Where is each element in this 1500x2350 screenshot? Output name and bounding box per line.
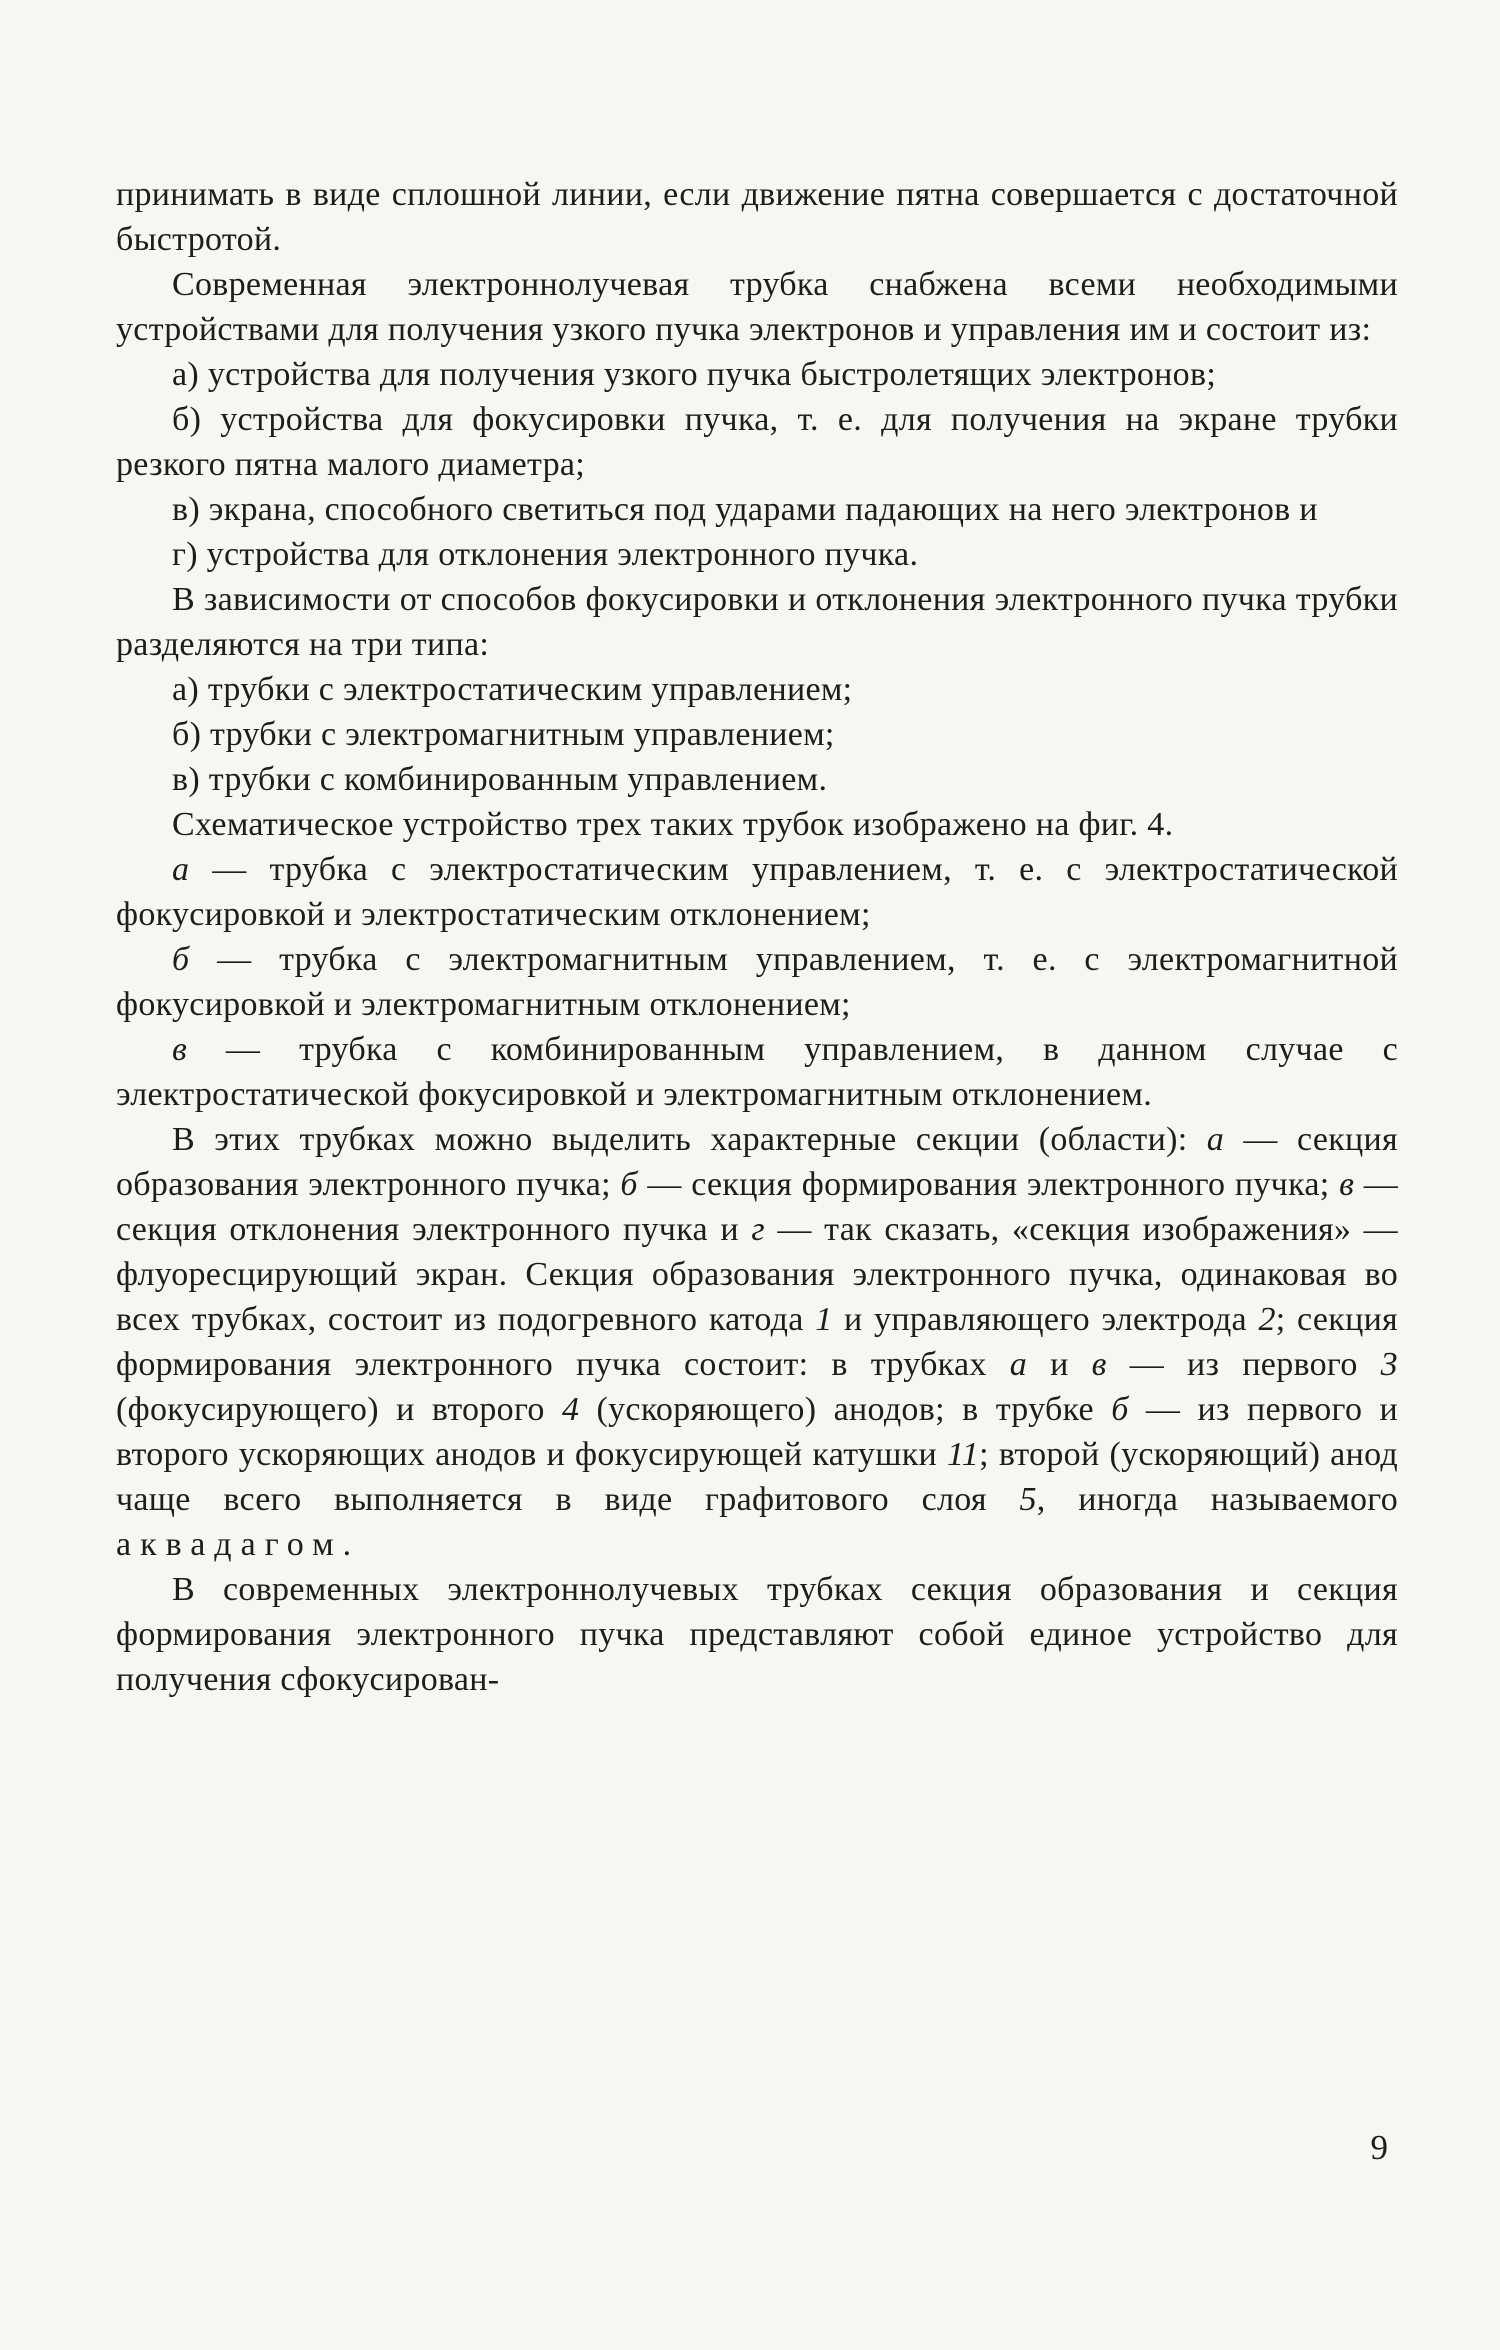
italic-text-segment: 11 <box>947 1436 980 1473</box>
italic-text-segment: 4 <box>561 1391 580 1428</box>
italic-text-segment: в <box>172 1031 188 1068</box>
paragraph <box>116 1567 1398 1702</box>
text-segment: а) устройства для получения узкого пучка быстролетящих электронов; <box>172 356 1217 393</box>
italic-text-segment: в <box>1091 1346 1107 1383</box>
text-segment: в) экрана, способного светиться под ударами падающих на него электронов и <box>172 491 1318 528</box>
paragraph <box>116 577 1398 667</box>
page-number: 9 <box>1370 2128 1388 2167</box>
text-segment: ; второй (ускоряющий) анод чаще всего выполняется в виде графитового слоя <box>116 1436 1398 1518</box>
text-block <box>116 172 1398 1702</box>
text-segment: В современных электроннолучевых трубках секция образования и секция формирования электронного пучка представляют собой единое устройство для получения сфокусирован- <box>116 1571 1398 1698</box>
italic-text-segment: б <box>172 941 190 978</box>
italic-text-segment: 1 <box>815 1301 833 1338</box>
text-segment: — секция формирования электронного пучка; <box>637 1166 1340 1203</box>
paragraph <box>116 487 1398 532</box>
text-segment: — так сказать, «секция изображения» — флуоресцирующий экран. Секция образования электронного пучка, одинаковая во всех трубках, состоит из подогревного катода <box>116 1211 1398 1338</box>
text-segment: — трубка с электростатическим управлением, т. е. с электростатической фокусировкой и электростатическим отклонением; <box>116 851 1398 933</box>
paragraph <box>116 712 1398 757</box>
text-segment: , иногда называемого <box>1036 1481 1399 1518</box>
text-segment: ; секция формирования электронного пучка состоит: в трубках <box>116 1301 1398 1383</box>
paragraph <box>116 1027 1398 1117</box>
paragraph <box>116 757 1398 802</box>
text-segment: б) трубки с электромагнитным управлением; <box>172 716 835 753</box>
text-segment: б) устройства для фокусировки пучка, т. е. для получения на экране трубки резкого пятна малого диаметра; <box>116 401 1398 483</box>
paragraph <box>116 802 1398 847</box>
text-segment: — трубка с электромагнитным управлением, т. е. с электромагнитной фокусировкой и электромагнитным отклонением; <box>116 941 1398 1023</box>
text-segment: и <box>1027 1346 1092 1383</box>
paragraph <box>116 937 1398 1027</box>
paragraph <box>116 262 1398 352</box>
text-segment: и управляющего электрода <box>832 1301 1259 1338</box>
text-segment: . <box>342 1526 352 1563</box>
text-segment: а) трубки с электростатическим управлением; <box>172 671 853 708</box>
paragraph <box>116 352 1398 397</box>
italic-text-segment: а <box>1009 1346 1028 1383</box>
italic-text-segment: 5 <box>1019 1481 1037 1518</box>
italic-text-segment: 2 <box>1258 1301 1276 1338</box>
paragraph <box>116 1117 1398 1567</box>
paragraph <box>116 532 1398 577</box>
text-segment: г) устройства для отклонения электронного пучка. <box>172 536 919 573</box>
text-segment: — из первого <box>1106 1346 1381 1383</box>
text-segment: Схематическое устройство трех таких трубок изображено на фиг. 4. <box>172 806 1174 843</box>
letterspaced-text-segment: аквадагом <box>116 1526 343 1563</box>
italic-text-segment: б <box>620 1166 638 1203</box>
paragraph <box>116 172 1398 262</box>
italic-text-segment: г <box>751 1211 765 1248</box>
italic-text-segment: в <box>1339 1166 1355 1203</box>
paragraph <box>116 667 1398 712</box>
italic-text-segment: а <box>1206 1121 1225 1158</box>
text-segment: — трубка с комбинированным управлением, в данном случае с электростатической фокусировкой и электромагнитным отклонением. <box>116 1031 1398 1113</box>
paragraph <box>116 847 1398 937</box>
italic-text-segment: а <box>172 851 190 888</box>
text-segment: В зависимости от способов фокусировки и отклонения электронного пучка трубки разделяются на три типа: <box>116 581 1398 663</box>
text-segment: — секция отклонения электронного пучка и <box>116 1166 1398 1248</box>
text-segment: В этих трубках можно выделить характерные секции (области): <box>172 1121 1207 1158</box>
text-segment: в) трубки с комбинированным управлением. <box>172 761 828 798</box>
text-segment: (ускоряющего) анодов; в трубке <box>579 1391 1112 1428</box>
italic-text-segment: 3 <box>1380 1346 1398 1383</box>
text-segment: принимать в виде сплошной линии, если движение пятна совершается с достаточной быстротой. <box>116 176 1398 258</box>
text-segment: Современная электроннолучевая трубка снабжена всеми необходимыми устройствами для получения узкого пучка электронов и управления им и состоит из: <box>116 266 1398 348</box>
text-segment: — секция образования электронного пучка; <box>116 1121 1398 1203</box>
italic-text-segment: б <box>1111 1391 1129 1428</box>
text-segment: (фокусирующего) и второго <box>116 1391 562 1428</box>
text-segment: — из первого и второго ускоряющих анодов и фокусирующей катушки <box>116 1391 1399 1473</box>
paragraph <box>116 397 1398 487</box>
